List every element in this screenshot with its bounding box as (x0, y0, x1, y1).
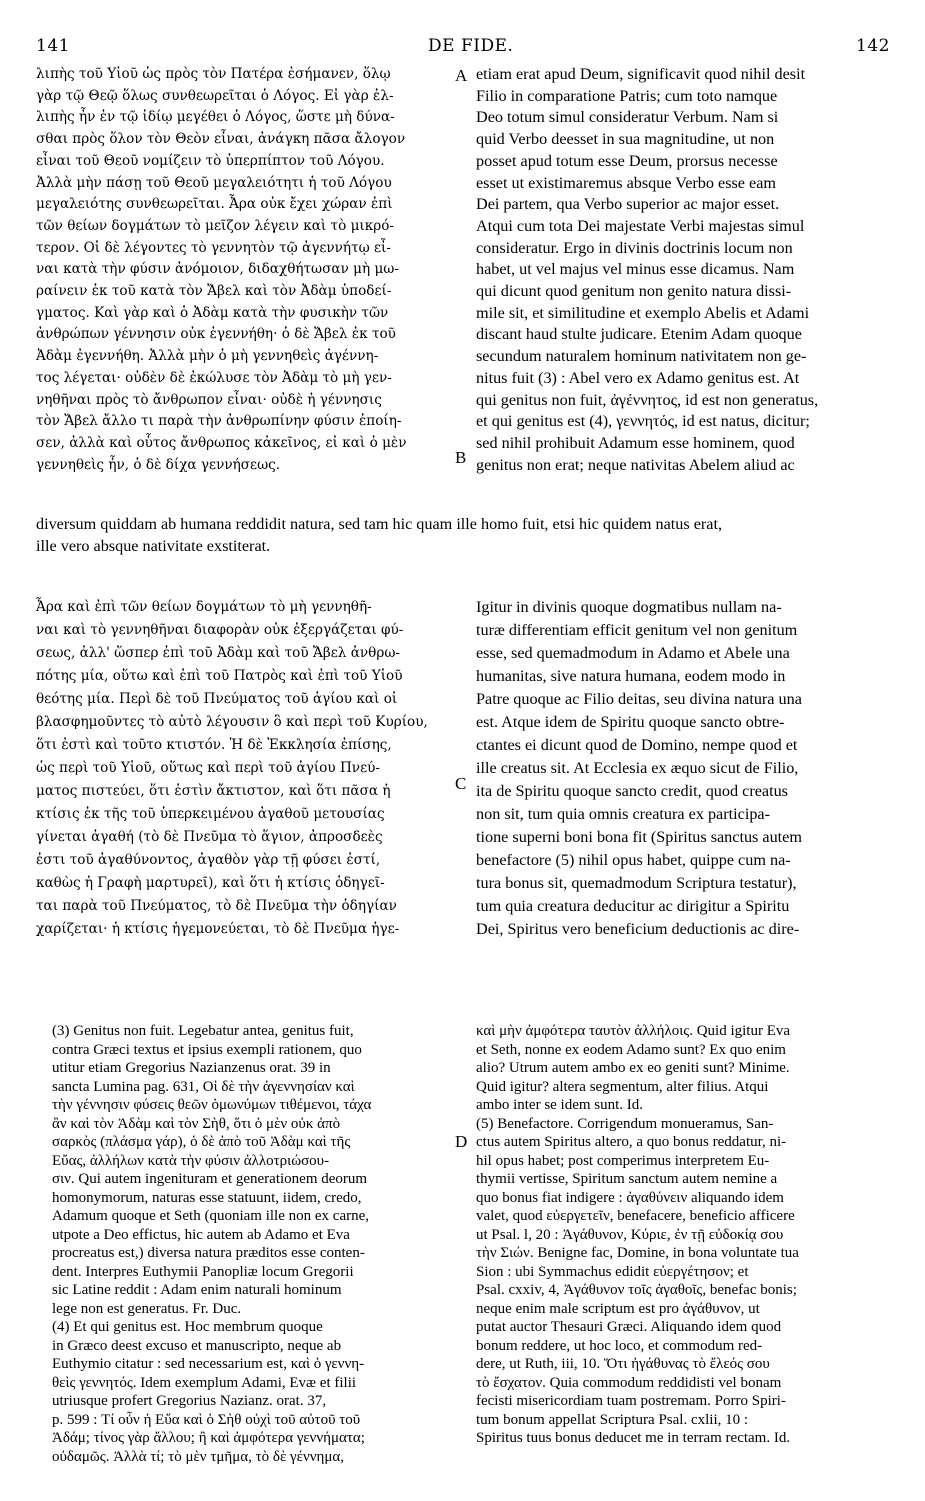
greek-column-block1 (36, 64, 406, 476)
text-line: πότης μία, οὕτω καὶ ἐπὶ τοῦ Πατρὸς καὶ ἐπὶ τοῦ Υἱοῦ (36, 668, 403, 684)
text-line: ctantes ei dicunt quod de Domino, nempe quod et (476, 736, 798, 754)
text-line: ὅτι ἐστὶ καὶ τοῦτο κτιστόν. Ἡ δὲ Ἐκκλησία ἐπίσης, (36, 737, 392, 753)
margin-marker-c: C (455, 774, 467, 793)
text-line: habet, ut vel majus vel minus esse dicamus. Nam (476, 260, 795, 279)
text-line: utriusque profert Gregorius Nazianz. orat. 37, (52, 1393, 327, 1409)
text-line: tum bonum appellat Scriptura Psal. cxlii, 10 : (476, 1411, 749, 1428)
text-line: tum quia creatura deducitur ac dirigitur a Spiritu (476, 897, 790, 915)
text-line: quo bonus fiat indigere : ἀγαθύνειν aliquando idem (476, 1189, 784, 1206)
text-line: κτίσις ἐκ τῆς τοῦ ὑπερκειμένου ἀγαθοῦ μετουσίας (36, 806, 385, 822)
text-line: tione superni boni bona fit (Spiritus sanctus autem (476, 828, 802, 846)
text-line: τὸν Ἄβελ ἄλλο τι παρὰ τὴν ἀνθρωπίνην φύσιν ἐποίη- (36, 413, 402, 430)
text-line: ναι καὶ τὸ γεννηθῆναι διαφορὰν οὐκ ἐξεργάζεται φύ- (36, 622, 404, 638)
text-line: lege non est generatus. Fr. Duc. (52, 1300, 242, 1317)
text-line: neque enim male scriptum est pro ἀγάθυνον, ut (476, 1300, 760, 1317)
latin-fullwidth-lines (36, 514, 722, 557)
text-line: procreatus est,) diversa natura præditos esse conten- (52, 1245, 365, 1261)
text-line: quid Verbo deesset in sua magnitudine, ut non (476, 130, 775, 149)
text-line: mile sit, et similitudine et exemplo Abelis et Adami (476, 303, 810, 322)
text-line: μεγαλειότης συνθεωρεῖται. Ἆρα οὐκ ἔχει χώραν ἐπὶ (36, 196, 393, 213)
text-line: Dei partem, qua Verbo superior ac major esset. (476, 195, 780, 214)
text-line: λιπὴς τοῦ Υἱοῦ ὡς πρὸς τὸν Πατέρα ἐσήμανεν, ὅλῳ (36, 66, 391, 82)
text-line: ναι κατὰ τὴν φύσιν ἀνόμοιον, διδαχθήτωσαν μὴ μω- (36, 261, 399, 278)
text-line: humanitas, sive natura humana, eodem modo in (476, 667, 786, 685)
text-line: Ἆρα καὶ ἐπὶ τῶν θείων δογμάτων τὸ μὴ γεννηθῆ- (36, 599, 372, 615)
page-number-right: 142 (856, 36, 890, 56)
text-line: ἐστι τοῦ ἀγαθύνοντος, ἀγαθὸν γὰρ τῇ φύσει ἐστί, (36, 852, 381, 868)
text-line: Filio in comparatione Patris; cum toto namque (476, 86, 778, 105)
text-line: σιν. Qui autem ingenituram et generationem deorum (52, 1171, 368, 1187)
text-line: Εὔας, ἀλλήλων κατὰ τὴν φύσιν ἀλλοτριώσου- (52, 1152, 330, 1169)
text-line: homonymorum, naturas esse statuunt, iidem, credo, (52, 1189, 362, 1206)
text-line: Spiritus tuus bonus deducet me in terram rectam. Id. (476, 1430, 791, 1446)
text-line: genitus non erat; neque nativitas Abelem aliud ac (476, 455, 795, 474)
text-line: fecisti misericordiam tuam postremam. Porro Spiri- (476, 1393, 786, 1409)
text-line: σεν, ἀλλὰ καὶ οὗτος ἄνθρωπος κἀκεῖνος, εἰ καὶ ὁ μὲν (36, 434, 407, 451)
text-line: ita de Spiritu quoque sancto credit, quod creatus (476, 782, 788, 800)
text-line: utitur etiam Gregorius Nazianzenus orat. 39 in (52, 1060, 331, 1076)
text-line: ambo inter se idem sunt. Id. (476, 1097, 644, 1113)
text-line: ille vero absque nativitate exstiterat. (36, 536, 271, 555)
text-line: Ἀδάμ; τίνος γὰρ ἄλλου; ἢ καὶ ἀμφότερα γεννήματα; (52, 1430, 365, 1446)
text-line: sancta Lumina pag. 631, Οἱ δὲ τὴν ἀγεννησίαν καὶ (52, 1078, 355, 1095)
text-line: sic Latine reddit : Adam enim naturali hominum (52, 1282, 342, 1298)
text-line: τὴν Σιών. Benigne fac, Domine, in bona voluntate tua (476, 1245, 799, 1261)
text-line: ctus autem Spiritus altero, a quo bonus reddatur, ni- (476, 1134, 787, 1150)
latin-column-block1 (476, 64, 818, 476)
text-line: νηθῆναι πρὸς τὸ ἄνθρωπον εἶναι· οὐδὲ ἡ γέννησις (36, 391, 382, 408)
text-line: nitus fuit (3) : Abel vero ex Adamo genitus est. At (476, 368, 800, 387)
footnotes-right-column (476, 1022, 799, 1448)
text-line: alio? Utrum autem ambo ex eo geniti sunt? Minime. (476, 1060, 790, 1076)
text-line: ut Psal. l, 20 : Ἀγάθυνον, Κύριε, ἐν τῇ εὐδοκίᾳ σου (476, 1226, 784, 1243)
text-line: γεννηθεὶς ἦν, ὁ δὲ δίχα γεννήσεως. (36, 456, 281, 473)
text-line: ille creatus sit. At Ecclesia ex æquo sicut de Filio, (476, 759, 799, 777)
text-line: valet, quod εὐεργετεῖν, benefacere, beneficio afficere (476, 1208, 795, 1224)
text-line: καθὼς ἡ Γραφὴ μαρτυρεῖ), καὶ ὅτι ἡ κτίσις ὁδηγεῖ- (36, 875, 385, 891)
text-line: Igitur in divinis quoque dogmatibus nullam na- (476, 598, 782, 616)
text-line: σθαι πρὸς ὅλον τὸν Θεὸν εἶναι, ἀνάγκη πᾶσα ἄλογον (36, 131, 406, 148)
margin-marker-a: A (455, 66, 468, 85)
text-line: θεὶς γεννητός. Idem exemplum Adami, Evæ et filii (52, 1374, 357, 1391)
text-line: (5) Benefactore. Corrigendum monueramus, San- (476, 1115, 774, 1132)
text-line: Patre quoque ac Filio deitas, seu divina natura una (476, 690, 802, 708)
text-line: Dei, Spiritus vero beneficium deductionis ac dire- (476, 920, 800, 938)
text-line: bonum reddere, ut hoc loco, et commodum red- (476, 1337, 763, 1354)
text-line: λιπὴς ἦν ἐν τῷ ἰδίῳ μεγέθει ὁ Λόγος, ὥστε μὴ δύνα- (36, 109, 395, 126)
text-line: γματος. Καὶ γὰρ καὶ ὁ Ἀδὰμ κατὰ τὴν φυσικὴν τῶν (36, 304, 389, 321)
text-line: (3) Genitus non fuit. Legebatur antea, genitus fuit, (52, 1023, 354, 1039)
text-line: thymii vertisse, Spiritum sanctum autem nemine a (476, 1171, 778, 1187)
text-line: βλασφημοῦντες τὸ αὐτὸ λέγουσιν ὃ καὶ περὶ τοῦ Κυρίου, (36, 714, 428, 730)
text-line: dere, ut Ruth, iii, 10. Ὅτι ἠγάθυνας τὸ ἔλεός σου (476, 1356, 770, 1372)
text-line: ὡς περὶ τοῦ Υἱοῦ, οὕτως καὶ περὶ τοῦ ἁγίου Πνεύ- (36, 760, 380, 776)
text-line: discant haud stulte judicare. Etenim Adam quoque (476, 325, 802, 344)
text-line: τῶν θείων δογμάτων τὸ μεῖζον λέγειν καὶ τὸ μικρό- (36, 217, 395, 234)
text-line: Deo totum simul consideratur Verbum. Nam si (476, 108, 779, 127)
text-line: ἂν καὶ τὸν Ἀδὰμ καὶ τὸν Σὴθ, ὅτι ὁ μὲν οὐκ ἀπὸ (52, 1115, 341, 1132)
text-line: diversum quiddam ab humana reddidit natura, sed tam hic quam ille homo fuit, etsi hic quidem natus erat, (36, 515, 723, 533)
text-line: est. Atque idem de Spiritu quoque sancto obtre- (476, 713, 785, 731)
text-line: posset apud totum esse Deum, prorsus necesse (476, 151, 778, 170)
text-line: (4) Et qui genitus est. Hoc membrum quoque (52, 1319, 323, 1335)
text-line: τερον. Οἱ δὲ λέγοντες τὸ γεννητὸν τῷ ἀγεννήτῳ εἶ- (36, 239, 391, 256)
text-line: γὰρ τῷ Θεῷ ὅλως συνθεωρεῖται ὁ Λόγος. Εἰ γὰρ ἐλ- (36, 87, 394, 104)
text-line: θεότης μία. Περὶ δὲ τοῦ Πνεύματος τοῦ ἁγίου καὶ οἱ (36, 691, 398, 707)
text-line: et qui genitus est (4), γεννητός, id est natus, dicitur; (476, 412, 810, 431)
text-line: contra Græci textus et ipsius exempli rationem, quo (52, 1041, 362, 1058)
text-line: p. 599 : Τί οὖν ἡ Εὔα καὶ ὁ Σὴθ οὐχὶ τοῦ αὐτοῦ τοῦ (52, 1411, 361, 1428)
text-line: et Seth, nonne ex eodem Adamo sunt? Ex quo enim (476, 1041, 786, 1058)
text-line: τὸ ἔσχατον. Quia commodum reddidisti vel bonam (476, 1374, 782, 1391)
text-line: εἶναι τοῦ Θεοῦ νομίζειν τὸ ὑπερπίπτον τοῦ Λόγου. (36, 152, 385, 169)
margin-marker-b: B (455, 448, 467, 467)
footnotes-left-column (52, 1022, 371, 1466)
text-line: Ἀλλὰ μὴν πάσῃ τοῦ Θεοῦ μεγαλειότητι ἡ τοῦ Λόγου (36, 174, 392, 191)
text-line: qui genitus non fuit, ἀγέννητος, id est non generatus, (476, 390, 819, 409)
text-line: Atqui cum tota Dei majestate Verbi majestas simul (476, 216, 805, 235)
text-line: turæ differentiam efficit genitum vel non genitum (476, 621, 798, 639)
text-line: Quid igitur? altera segmentum, alter filius. Atqui (476, 1078, 769, 1095)
text-line: τος λέγεται· οὐδὲν δὲ ἐκώλυσε τὸν Ἀδὰμ τὸ μὴ γεν- (36, 369, 392, 386)
text-line: secundum naturalem hominum nativitatem non ge- (476, 347, 807, 366)
text-line: non sit, tum quia omnis creatura ex participa- (476, 805, 770, 823)
text-line: etiam erat apud Deum, significavit quod nihil desit (476, 65, 806, 83)
text-line: dent. Interpres Euthymii Panopliæ locum Gregorii (52, 1263, 354, 1280)
text-line: ἀνθρώπων γέννησιν οὐκ ἐγεννήθη· ὁ δὲ Ἄβελ ἐκ τοῦ (36, 326, 396, 343)
text-line: esset ut existimaremus absque Verbo esse eam (476, 173, 776, 192)
text-line: putat auctor Thesauri Græci. Aliquando idem quod (476, 1319, 782, 1335)
text-line: benefactore (5) nihil opus habet, quippe cum na- (476, 851, 791, 869)
running-title: DE FIDE. (428, 36, 514, 56)
latin-column-block2 (476, 596, 802, 941)
margin-marker-d: D (455, 1132, 468, 1151)
text-line: sed nihil prohibuit Adamum esse hominem, quod (476, 433, 795, 452)
text-line: ματος πιστεύει, ὅτι ἐστὶν ἄκτιστον, καὶ ὅτι πᾶσα ἡ (36, 783, 391, 799)
text-line: γίνεται ἀγαθή (τὸ δὲ Πνεῦμα τὸ ἅγιον, ἀπροσδεὲς (36, 829, 383, 845)
text-line: esse, sed quemadmodum in Adamo et Abele una (476, 644, 790, 662)
text-line: σαρκὸς (πλάσμα γάρ), ὁ δὲ ἀπὸ τοῦ Ἀδὰμ καὶ τῆς (52, 1134, 351, 1150)
text-line: utpote a Deo effictus, hic autem ab Adamo et Eva (52, 1226, 350, 1243)
text-line: χαρίζεται· ἡ κτίσις ἡγεμονεύεται, τὸ δὲ Πνεῦμα ἡγε- (36, 921, 400, 937)
text-line: Sion : ubi Symmachus edidit εὐεργέτησον; et (476, 1263, 749, 1280)
text-line: τὴν γέννησιν φύσεις θεῶν ὁμωνύμων τιθέμενοι, τάχα (52, 1097, 372, 1113)
text-line: καὶ μὴν ἀμφότερα ταυτὸν ἀλλήλοις. Quid igitur Eva (476, 1023, 791, 1039)
text-line: qui dicunt quod genitum non genito natura dissi- (476, 282, 792, 301)
text-line: Adamum quoque et Seth (quoniam ille non ex carne, (52, 1208, 369, 1224)
greek-column-block2 (36, 596, 428, 941)
text-line: οὐδαμῶς. Ἀλλὰ τί; τὸ μὲν τμῆμα, τὸ δὲ γέννημα, (52, 1448, 345, 1465)
text-line: Psal. cxxiv, 4, Ἀγάθυνον τοῖς ἀγαθοῖς, benefac bonis; (476, 1282, 797, 1298)
text-line: σεως, ἀλλ' ὥσπερ ἐπὶ τοῦ Ἀδὰμ καὶ τοῦ Ἄβελ ἀνθρω- (36, 645, 401, 661)
text-line: ται παρὰ τοῦ Πνεύματος, τὸ δὲ Πνεῦμα τὴν ὁδηγίαν (36, 898, 397, 914)
text-line: Euthymio citatur : sed necessarium est, καὶ ὁ γεννη- (52, 1356, 365, 1372)
page-number-left: 141 (36, 36, 70, 56)
text-line: ραίνειν ἐκ τοῦ κατὰ τὸν Ἄβελ καὶ τὸν Ἀδὰμ ὑποδεί- (36, 283, 392, 300)
text-line: in Græco deest excuso et manuscripto, neque ab (52, 1337, 342, 1354)
text-line: tura bonus sit, quemadmodum Scriptura testatur), (476, 874, 797, 892)
text-line: Ἀδὰμ ἐγεννήθη. Ἀλλὰ μὴν ὁ μὴ γεννηθεὶς ἀγέννη- (36, 348, 379, 365)
text-line: consideratur. Ergo in divinis doctrinis locum non (476, 238, 793, 257)
text-line: hil opus habet; post comperimus interpretem Eu- (476, 1152, 770, 1169)
